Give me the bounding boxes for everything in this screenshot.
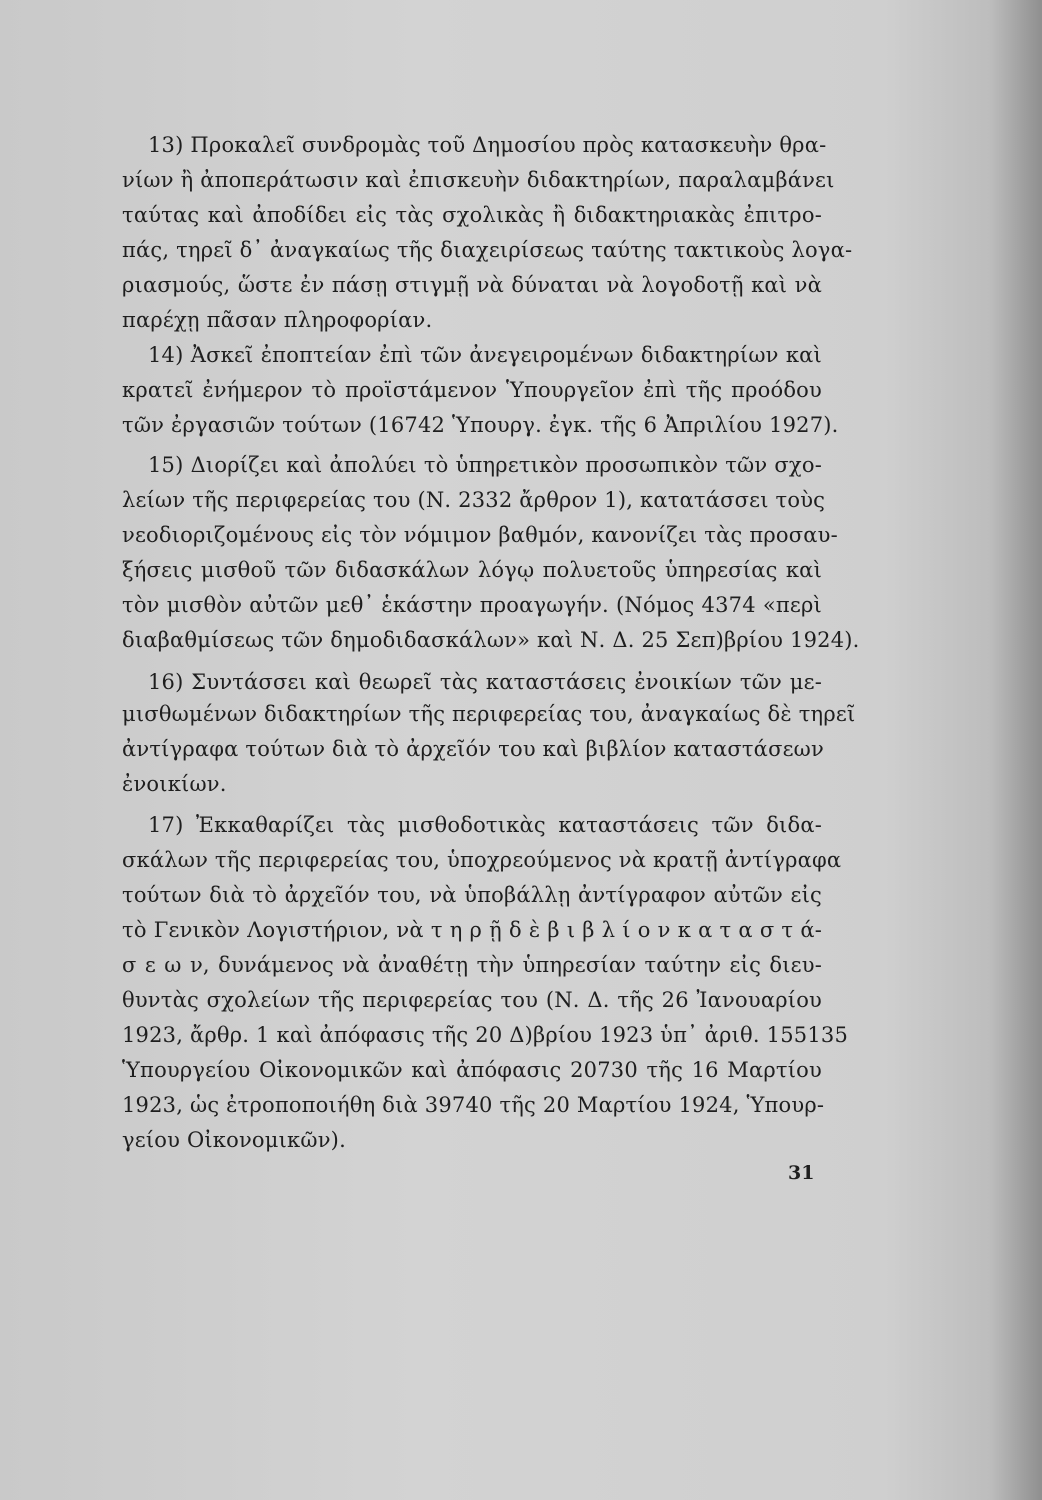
text-line: μισθωμένων διδακτηρίων τῆς περιφερείας του, ἀναγκαίως δὲ τηρεῖ [122,702,856,726]
text-line: 1923, ὡς ἐτροποποιήθη διὰ 39740 τῆς 20 Μαρτίου 1924, Ὑπουρ- [122,1093,825,1117]
text-line: ἀντίγραφα τούτων διὰ τὸ ἀρχεῖόν του καὶ βιβλίον καταστάσεων [122,737,824,761]
text-line: τὸν μισθὸν αὐτῶν μεθ᾿ ἑκάστην προαγωγήν. (Νόμος 4374 «περὶ [122,593,822,617]
text-line: θυντὰς σχολείων τῆς περιφερείας του (Ν. Δ. τῆς 26 Ἰανουαρίου [122,988,822,1012]
text-line: τῶν ἐργασιῶν τούτων (16742 Ὑπουργ. ἐγκ. τῆς 6 Ἀπριλίου 1927). [122,413,839,437]
text-line: ταύτας καὶ ἀποδίδει εἰς τὰς σχολικὰς ἢ διδακτηριακὰς ἐπιτρο- [122,203,822,227]
text-line: ἐνοικίων. [122,772,227,796]
text-line: σκάλων τῆς περιφερείας του, ὑποχρεούμενος νὰ κρατῇ ἀντίγραφα [122,848,842,872]
text-line: σ ε ω ν, δυνάμενος νὰ ἀναθέτῃ τὴν ὑπηρεσίαν ταύτην εἰς διευ- [122,953,822,977]
text-line: νεοδιοριζομένους εἰς τὸν νόμιμον βαθμόν, κανονίζει τὰς προσαυ- [122,523,838,547]
page-number: 31 [788,1162,815,1184]
text-line: ξήσεις μισθοῦ τῶν διδασκάλων λόγῳ πολυετοῦς ὑπηρεσίας καὶ [122,558,822,582]
text-line: 1923, ἄρθρ. 1 καὶ ἀπόφασις τῆς 20 Δ)βρίου 1923 ὑπ᾿ ἀριθ. 155135 [122,1023,849,1047]
text-line: γείου Οἰκονομικῶν). [122,1128,346,1152]
text-line: 14) Ἀσκεῖ ἐποπτείαν ἐπὶ τῶν ἀνεγειρομένων διδακτηρίων καὶ [148,343,822,367]
text-line: 13) Προκαλεῖ συνδρομὰς τοῦ Δημοσίου πρὸς κατασκευὴν θρα- [148,133,827,157]
text-line: ριασμούς, ὥστε ἐν πάσῃ στιγμῇ νὰ δύναται νὰ λογοδοτῇ καὶ νὰ [122,273,822,297]
text-line: 16) Συντάσσει καὶ θεωρεῖ τὰς καταστάσεις ἐνοικίων τῶν με- [148,670,822,694]
text-line: 17) Ἐκκαθαρίζει τὰς μισθοδοτικὰς καταστάσεις τῶν διδα- [148,813,822,837]
text-line: διαβαθμίσεως τῶν δημοδιδασκάλων» καὶ Ν. Δ. 25 Σεπ)βρίου 1924). [122,628,860,652]
text-line: 15) Διορίζει καὶ ἀπολύει τὸ ὑπηρετικὸν προσωπικὸν τῶν σχο- [148,453,822,477]
text-line: λείων τῆς περιφερείας του (Ν. 2332 ἄρθρον 1), κατατάσσει τοὺς [122,488,826,512]
text-line: παρέχῃ πᾶσαν πληροφορίαν. [122,308,433,332]
text-line: τὸ Γενικὸν Λογιστήριον, νὰ τ η ρ ῇ δ ὲ β ι β λ ί ο ν κ α τ α σ τ ά- [122,918,822,942]
text-line: νίων ἢ ἀποπεράτωσιν καὶ ἐπισκευὴν διδακτηρίων, παραλαμβάνει [122,168,835,192]
text-line: τούτων διὰ τὸ ἀρχεῖόν του, νὰ ὑποβάλλῃ ἀντίγραφον αὐτῶν εἰς [122,883,822,907]
text-line: Ὑπουργείου Οἰκονομικῶν καὶ ἀπόφασις 20730 τῆς 16 Μαρτίου [122,1058,822,1082]
text-line: πάς, τηρεῖ δ᾿ ἀναγκαίως τῆς διαχειρίσεως ταύτης τακτικοὺς λογα- [122,238,853,262]
text-line: κρατεῖ ἐνήμερον τὸ προϊστάμενον Ὑπουργεῖον ἐπὶ τῆς προόδου [122,378,822,402]
